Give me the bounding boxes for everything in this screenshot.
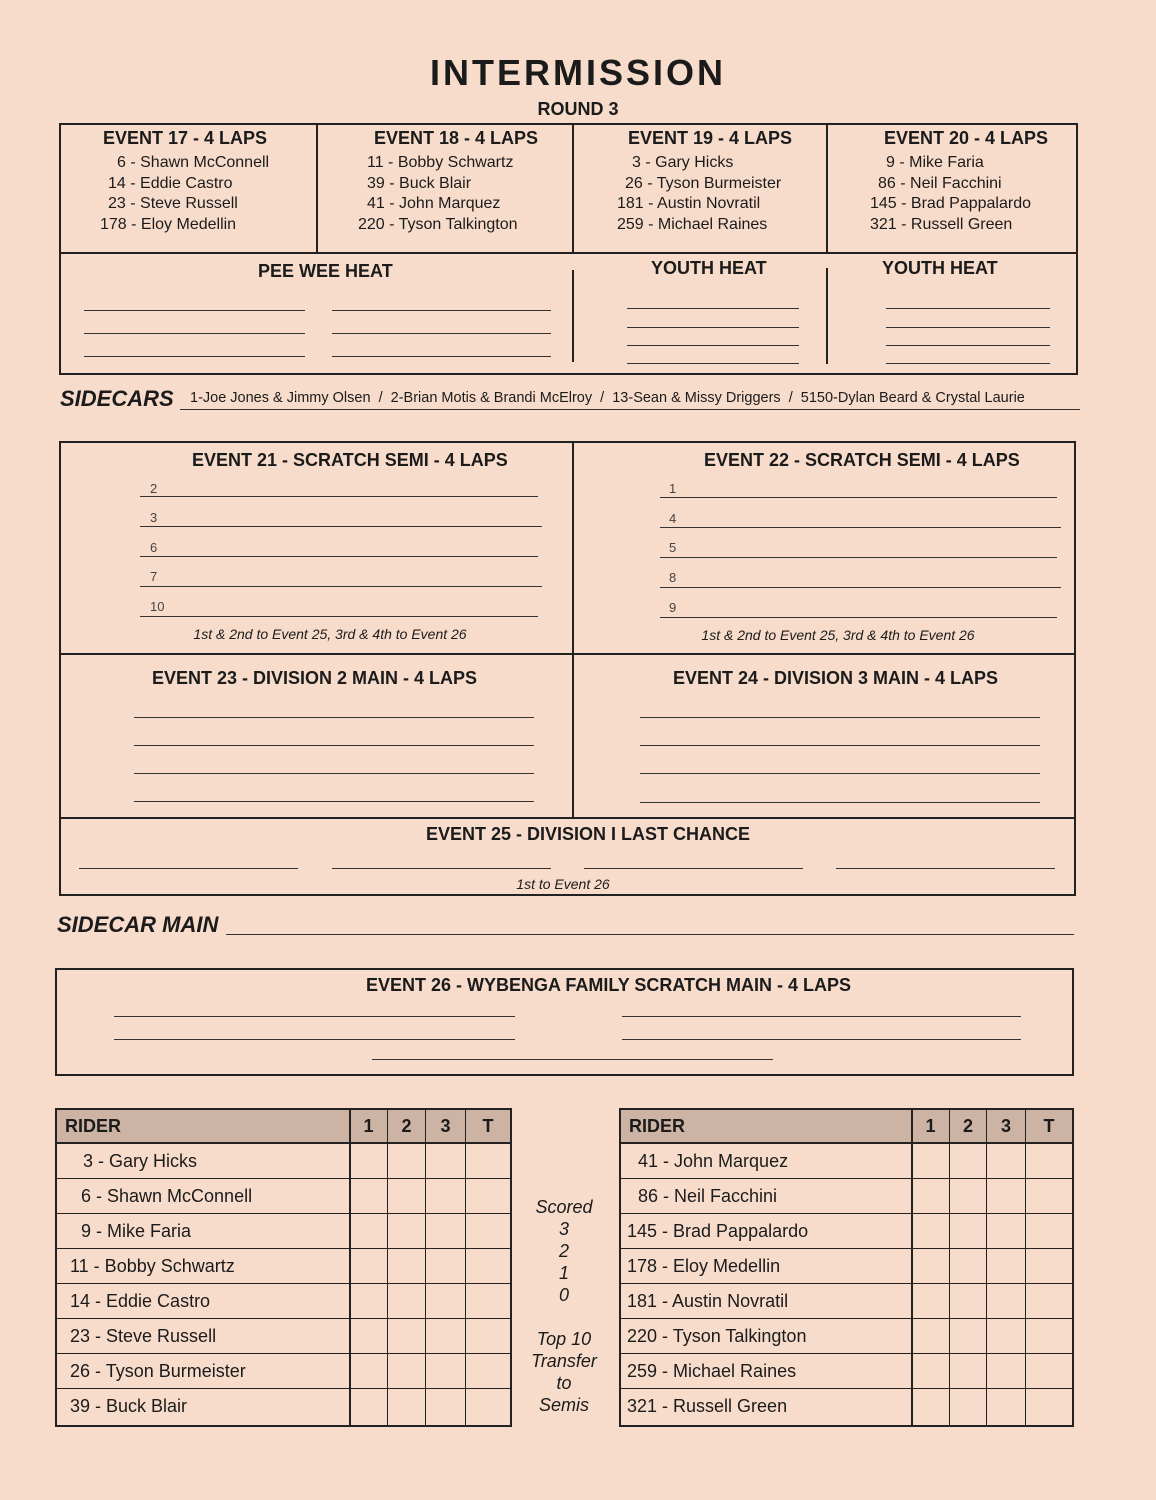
heat-header: EVENT 20 - 4 LAPS — [884, 128, 1049, 148]
pee-wee-heat-header: PEE WEE HEAT — [258, 261, 393, 281]
round-label: ROUND 3 — [537, 99, 619, 119]
event-22-note: 1st & 2nd to Event 25, 3rd & 4th to Event 26 — [701, 627, 975, 643]
heat-rider: 23 - Steve Russell — [108, 195, 238, 212]
heat-rider: 14 - Eddie Castro — [108, 175, 233, 192]
semi-slot: 7 — [150, 569, 158, 584]
sidecars-entries: 1-Joe Jones & Jimmy Olsen / 2-Brian Motis & Brandi McElroy / 13-Sean & Missy Driggers / 5150-Dylan Beard & Crystal Laurie — [190, 390, 1025, 406]
event-22-header: EVENT 22 - SCRATCH SEMI - 4 LAPS — [704, 450, 1020, 470]
heat-rider: 9 - Mike Faria — [886, 154, 984, 171]
table-row: 39 - Buck Blair — [70, 1396, 188, 1416]
pee-wee-blank — [332, 356, 551, 357]
score-header: 3 — [426, 1110, 465, 1142]
table-row: 3 - Gary Hicks — [83, 1151, 198, 1171]
heat-rider: 181 - Austin Novratil — [617, 195, 761, 212]
semi-slot: 3 — [150, 510, 158, 525]
heat-rider: 220 - Tyson Talkington — [358, 216, 518, 233]
heat-rider: 321 - Russell Green — [870, 216, 1013, 233]
table-row: 9 - Mike Faria — [81, 1221, 192, 1241]
youth-blank — [627, 308, 799, 309]
score-header: 1 — [350, 1110, 387, 1142]
youth-blank — [886, 363, 1050, 364]
youth-heat-header-2: YOUTH HEAT — [882, 258, 998, 278]
pee-wee-blank — [332, 310, 551, 311]
table-row: 41 - John Marquez — [638, 1151, 789, 1171]
heat-rider: 41 - John Marquez — [367, 195, 501, 212]
score-header: T — [1026, 1110, 1072, 1142]
event-21-note: 1st & 2nd to Event 25, 3rd & 4th to Event 26 — [193, 626, 467, 642]
table-row: 178 - Eloy Medellin — [627, 1256, 781, 1276]
table-row: 23 - Steve Russell — [70, 1326, 217, 1346]
sidecars-label: SIDECARS — [60, 386, 174, 411]
heat-rider: 6 - Shawn McConnell — [117, 154, 270, 171]
heat-header: EVENT 19 - 4 LAPS — [628, 128, 793, 148]
semi-slot: 4 — [669, 511, 677, 526]
table-row: 6 - Shawn McConnell — [81, 1186, 253, 1206]
semi-slot: 9 — [669, 600, 677, 615]
heat-rider: 86 - Neil Facchini — [878, 175, 1002, 192]
table-row: 259 - Michael Raines — [627, 1361, 797, 1381]
page-title: INTERMISSION — [429, 52, 726, 93]
heat-rider: 3 - Gary Hicks — [632, 154, 734, 171]
pee-wee-blank — [332, 333, 551, 334]
semi-slot: 6 — [150, 540, 158, 555]
youth-blank — [886, 308, 1050, 309]
score-header: 1 — [912, 1110, 949, 1142]
rider-header: RIDER — [57, 1110, 357, 1142]
heat-rider: 11 - Bobby Schwartz — [367, 154, 514, 171]
heat-rider: 178 - Eloy Medellin — [100, 216, 237, 233]
pee-wee-blank — [84, 333, 305, 334]
youth-blank — [627, 363, 799, 364]
semi-slot: 10 — [150, 599, 165, 614]
semi-slot: 5 — [669, 540, 677, 555]
semi-slot: 1 — [669, 481, 677, 496]
table-row: 26 - Tyson Burmeister — [70, 1361, 246, 1381]
event-26-header: EVENT 26 - WYBENGA FAMILY SCRATCH MAIN - 4 LAPS — [366, 975, 852, 995]
youth-blank — [886, 345, 1050, 346]
heat-rider: 259 - Michael Raines — [617, 216, 768, 233]
event-23-header: EVENT 23 - DIVISION 2 MAIN - 4 LAPS — [152, 668, 478, 688]
score-header: 2 — [950, 1110, 986, 1142]
heat-rider: 145 - Brad Pappalardo — [870, 195, 1031, 212]
sidecar-main-label: SIDECAR MAIN — [57, 912, 219, 937]
heat-rider: 26 - Tyson Burmeister — [625, 175, 782, 192]
score-header: 3 — [987, 1110, 1025, 1142]
youth-blank — [627, 345, 799, 346]
semi-slot: 8 — [669, 570, 677, 585]
pee-wee-blank — [84, 356, 305, 357]
youth-blank — [627, 327, 799, 328]
score-table-left — [55, 1108, 512, 1427]
table-row: 181 - Austin Novratil — [627, 1291, 789, 1311]
table-row: 86 - Neil Facchini — [638, 1186, 778, 1206]
table-row: 321 - Russell Green — [627, 1396, 788, 1416]
heat-header: EVENT 17 - 4 LAPS — [103, 128, 268, 148]
pee-wee-blank — [84, 310, 305, 311]
table-row: 145 - Brad Pappalardo — [627, 1221, 809, 1241]
score-table-right — [619, 1108, 1074, 1427]
heat-header: EVENT 18 - 4 LAPS — [374, 128, 539, 148]
table-row: 220 - Tyson Talkington — [627, 1326, 807, 1346]
event-21-header: EVENT 21 - SCRATCH SEMI - 4 LAPS — [192, 450, 508, 470]
event-25-header: EVENT 25 - DIVISION I LAST CHANCE — [426, 824, 751, 844]
rider-header: RIDER — [621, 1110, 911, 1142]
youth-blank — [886, 327, 1050, 328]
semi-slot: 2 — [150, 481, 158, 496]
score-header: T — [466, 1110, 510, 1142]
table-row: 11 - Bobby Schwartz — [70, 1256, 235, 1276]
heat-rider: 39 - Buck Blair — [367, 175, 472, 192]
event-24-header: EVENT 24 - DIVISION 3 MAIN - 4 LAPS — [673, 668, 999, 688]
score-header: 2 — [388, 1110, 425, 1142]
event-25-note: 1st to Event 26 — [516, 876, 610, 892]
table-row: 14 - Eddie Castro — [70, 1291, 211, 1311]
youth-heat-header-1: YOUTH HEAT — [651, 258, 767, 278]
